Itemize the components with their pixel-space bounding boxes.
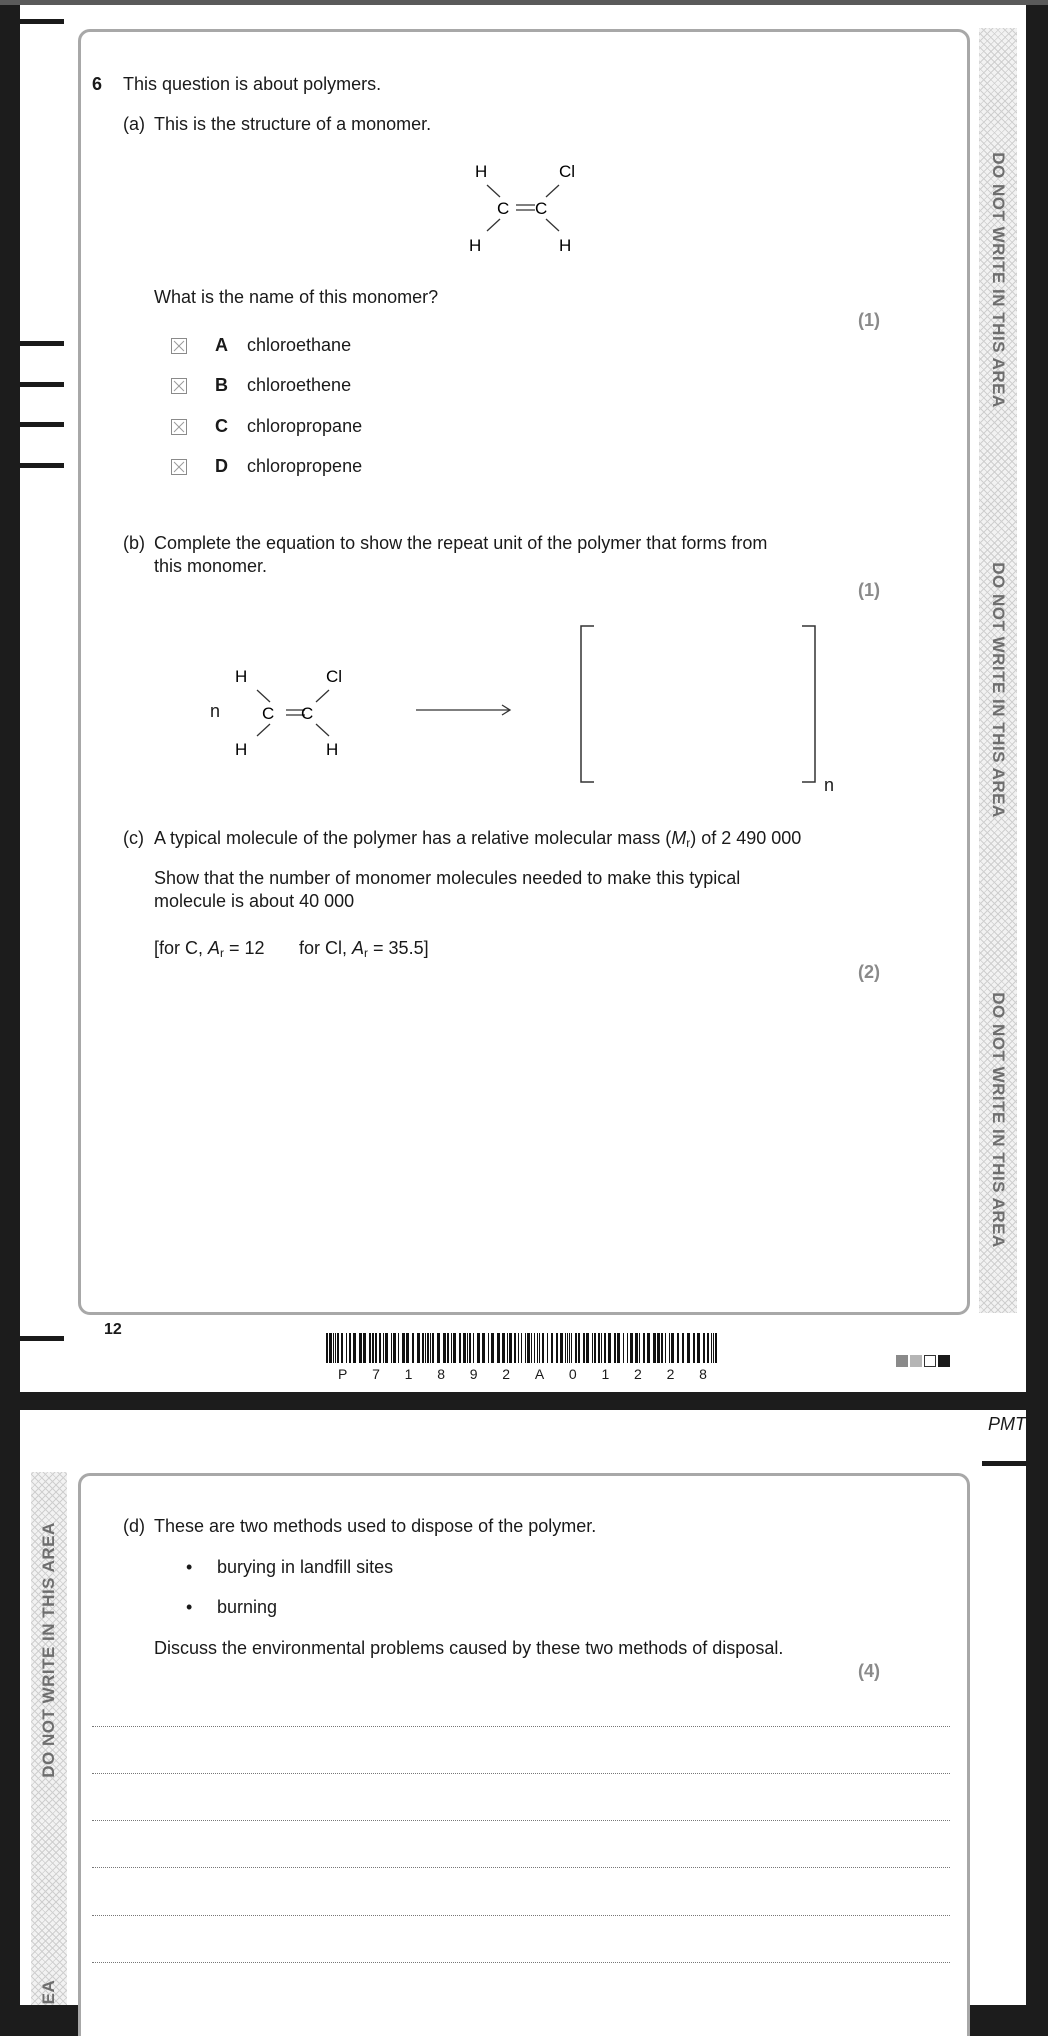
- part-a-prompt: What is the name of this monomer?: [154, 287, 439, 307]
- bullet-text: burying in landfill sites: [217, 1557, 394, 1577]
- question-number: 6: [92, 74, 103, 94]
- barcode-bar: [432, 1333, 434, 1363]
- option-checkbox[interactable]: [171, 338, 187, 354]
- barcode-bar: [406, 1333, 409, 1363]
- registration-square: [938, 1355, 950, 1367]
- part-a-marks: (1): [858, 310, 880, 330]
- cross-box-icon: [172, 339, 186, 353]
- part-c-data-carbon: [154, 937, 265, 965]
- barcode-digit: 8: [437, 1366, 445, 1382]
- barcode-bar: [653, 1333, 656, 1363]
- barcode-bar: [518, 1333, 519, 1363]
- atom-h-label: H: [326, 740, 339, 759]
- atom-cl-label: Cl: [559, 162, 576, 181]
- barcode-bar: [560, 1333, 563, 1363]
- barcode-bar: [509, 1333, 512, 1363]
- barcode-digit: 1: [601, 1366, 610, 1382]
- mr-symbol: M: [671, 828, 687, 848]
- option-checkbox[interactable]: [171, 419, 187, 435]
- barcode-bar: [671, 1333, 674, 1363]
- barcode-digit: 8: [699, 1366, 707, 1382]
- option-letter: A: [215, 335, 228, 355]
- part-c-line1: [154, 827, 801, 855]
- barcode-bar: [326, 1333, 328, 1363]
- margin-tick: [20, 422, 64, 427]
- ar-subscript: r: [220, 946, 225, 960]
- part-d-prompt: Discuss the environmental problems caused by these two methods of disposal.: [154, 1638, 784, 1658]
- part-b-line1: Complete the equation to show the repeat unit of the polymer that forms from: [154, 533, 768, 553]
- barcode-bar: [715, 1333, 717, 1363]
- part-c-line2: Show that the number of monomer molecules needed to make this typical: [154, 868, 741, 888]
- part-d-intro: These are two methods used to dispose of the polymer.: [154, 1516, 597, 1536]
- barcode-bar: [473, 1333, 474, 1363]
- barcode-bar: [337, 1333, 339, 1363]
- part-d-marks: (4): [858, 1661, 880, 1681]
- barcode-bar: [482, 1333, 485, 1363]
- barcode-bar: [379, 1333, 381, 1363]
- barcode-bar: [657, 1333, 660, 1363]
- barcode-bar: [451, 1333, 452, 1363]
- barcode-bar: [488, 1333, 489, 1363]
- barcode-bar: [329, 1333, 332, 1363]
- barcode-bar: [639, 1333, 640, 1363]
- barcode-bar: [453, 1333, 456, 1363]
- barcode-bar: [514, 1333, 516, 1363]
- barcode-bar: [372, 1333, 374, 1363]
- barcode-bar: [647, 1333, 650, 1363]
- barcode-bar: [443, 1333, 446, 1363]
- barcode-bar: [617, 1333, 620, 1363]
- bullet-dot: •: [186, 1557, 193, 1577]
- barcode-bar: [383, 1333, 384, 1363]
- barcode-bar: [565, 1333, 566, 1363]
- option-letter: C: [215, 416, 228, 436]
- atom-h-label: H: [235, 740, 248, 759]
- barcode-bar: [527, 1333, 530, 1363]
- do-not-write-label-cut: EA: [39, 1979, 58, 2005]
- cross-box-icon: [172, 460, 186, 474]
- part-b-marks: (1): [858, 580, 880, 600]
- barcode-bar: [385, 1333, 388, 1363]
- barcode-bar: [578, 1333, 580, 1363]
- barcode-bar: [583, 1333, 585, 1363]
- barcode-bar: [477, 1333, 480, 1363]
- registration-square: [924, 1355, 936, 1367]
- option-checkbox[interactable]: [171, 378, 187, 394]
- barcode-bar: [608, 1333, 611, 1363]
- option-letter: D: [215, 456, 228, 476]
- barcode-bar: [547, 1333, 548, 1363]
- page-header-pmt: PMT: [988, 1414, 1026, 1434]
- data-cl-value: = 35.5]: [368, 938, 429, 958]
- barcode-bar: [459, 1333, 461, 1363]
- part-a-intro: This is the structure of a monomer.: [154, 114, 432, 134]
- barcode-bar: [341, 1333, 343, 1363]
- barcode-bar: [627, 1333, 628, 1363]
- barcode-bar: [601, 1333, 602, 1363]
- barcode-bar: [598, 1333, 600, 1363]
- barcode-digit: A: [534, 1366, 545, 1382]
- barcode-bar: [604, 1333, 606, 1363]
- barcode-digit: 2: [666, 1366, 675, 1382]
- barcode-bar: [669, 1333, 670, 1363]
- part-c-line1-end: ) of 2 490 000: [690, 828, 802, 848]
- barcode-bar: [375, 1333, 377, 1363]
- barcode-bar: [707, 1333, 709, 1363]
- barcode-bar: [497, 1333, 500, 1363]
- barcode-bar: [569, 1333, 570, 1363]
- cross-box-icon: [172, 420, 186, 434]
- data-c-start: [for C,: [154, 938, 209, 958]
- barcode-bar: [614, 1333, 616, 1363]
- barcode-bar: [697, 1333, 700, 1363]
- barcode-bar: [586, 1333, 589, 1363]
- barcode-digit: 2: [502, 1366, 511, 1382]
- margin-tick: [20, 382, 64, 387]
- barcode-bar: [635, 1333, 638, 1363]
- barcode-bar: [335, 1333, 336, 1363]
- bullet-text: burning: [217, 1597, 278, 1617]
- barcode-bar: [502, 1333, 505, 1363]
- barcode-digit: 2: [634, 1366, 642, 1382]
- do-not-write-label: DO NOT WRITE IN THIS AREA: [989, 562, 1008, 818]
- part-b-label: (b): [123, 533, 145, 553]
- mr-subscript: r: [686, 836, 691, 850]
- barcode-bar: [567, 1333, 568, 1363]
- barcode-bar: [661, 1333, 663, 1363]
- barcode-digit: 9: [469, 1366, 478, 1382]
- answer-line[interactable]: [92, 1962, 950, 1963]
- barcode-bar: [491, 1333, 494, 1363]
- barcode-bar: [592, 1333, 593, 1363]
- barcode-bar: [542, 1333, 544, 1363]
- barcode-bar: [463, 1333, 466, 1363]
- question-stem: This question is about polymers.: [123, 74, 382, 94]
- registration-square: [910, 1355, 922, 1367]
- option-text: chloroethane: [247, 335, 352, 355]
- barcode-bar: [346, 1333, 347, 1363]
- side-strip-right: [979, 28, 1017, 1313]
- barcode-bar: [571, 1333, 572, 1363]
- option-text: chloropropene: [247, 456, 363, 476]
- bullet-dot: •: [186, 1597, 193, 1617]
- atom-c-label: C: [535, 199, 548, 218]
- barcode-bar: [537, 1333, 538, 1363]
- registration-square: [896, 1355, 908, 1367]
- answer-line[interactable]: [92, 1726, 950, 1727]
- barcode-bar: [353, 1333, 356, 1363]
- barcode-bar: [594, 1333, 596, 1363]
- atom-c-label: C: [301, 704, 314, 723]
- monomer-structure: [455, 155, 595, 260]
- barcode-bar: [333, 1333, 334, 1363]
- cross-box-icon: [172, 379, 186, 393]
- barcode-bar: [531, 1333, 532, 1363]
- barcode-bar: [425, 1333, 426, 1363]
- answer-line[interactable]: [92, 1867, 950, 1868]
- barcode-digit: 1: [404, 1366, 413, 1382]
- part-c-line1-start: A typical molecule of the polymer has a relative molecular mass (: [154, 828, 672, 848]
- option-text: chloroethene: [247, 375, 352, 395]
- margin-tick: [20, 463, 64, 468]
- barcode-bar: [630, 1333, 633, 1363]
- ar-symbol: A: [208, 938, 221, 958]
- reactant-structure: [225, 660, 365, 765]
- answer-box: [78, 1473, 970, 2036]
- part-b-line2: this monomer.: [154, 556, 268, 576]
- margin-tick: [20, 1336, 64, 1341]
- barcode-bar: [393, 1333, 396, 1363]
- barcode-bar: [643, 1333, 645, 1363]
- barcode-bar: [687, 1333, 690, 1363]
- barcode-bar: [677, 1333, 679, 1363]
- margin-tick: [20, 341, 64, 346]
- data-c-value: = 12: [224, 938, 265, 958]
- part-c-label: (c): [123, 828, 144, 848]
- barcode-bar: [521, 1333, 522, 1363]
- barcode-digit: 7: [372, 1366, 380, 1382]
- do-not-write-label: DO NOT WRITE IN THIS AREA: [989, 992, 1008, 1248]
- barcode-bar: [539, 1333, 540, 1363]
- atom-h-label: H: [235, 667, 248, 686]
- atom-c-label: C: [497, 199, 510, 218]
- barcode-digits: [326, 1366, 719, 1382]
- barcode-bar: [402, 1333, 405, 1363]
- barcode-bar: [623, 1333, 624, 1363]
- answer-line[interactable]: [92, 1820, 950, 1821]
- barcode-bar: [359, 1333, 362, 1363]
- reaction-arrow-icon: [414, 702, 514, 718]
- barcode-bar: [363, 1333, 366, 1363]
- barcode-bar: [430, 1333, 431, 1363]
- option-text: chloropropane: [247, 416, 363, 436]
- barcode-bar: [703, 1333, 705, 1363]
- monomer-coefficient: n: [210, 701, 221, 721]
- ar-symbol: A: [352, 938, 365, 958]
- barcode-bar: [713, 1333, 714, 1363]
- barcode-bar: [682, 1333, 684, 1363]
- barcode-digit: 0: [568, 1366, 577, 1382]
- barcode-bar: [391, 1333, 392, 1363]
- atom-h-label: H: [559, 236, 572, 255]
- barcode-bar: [447, 1333, 449, 1363]
- barcode-bar: [507, 1333, 508, 1363]
- barcode-bar: [575, 1333, 577, 1363]
- repeat-unit-brackets: [578, 622, 818, 792]
- barcode-bar: [398, 1333, 399, 1363]
- polymer-subscript-n: n: [824, 775, 835, 795]
- part-c-line3: molecule is about 40 000: [154, 891, 355, 911]
- barcode-bar: [417, 1333, 420, 1363]
- atom-h-label: H: [475, 162, 488, 181]
- atom-h-label: H: [469, 236, 482, 255]
- barcode-bar: [711, 1333, 712, 1363]
- barcode-bar: [427, 1333, 429, 1363]
- barcode-digit: P: [338, 1366, 348, 1382]
- part-d-label: (d): [123, 1516, 145, 1536]
- data-cl-start: for Cl,: [299, 938, 353, 958]
- barcode-bar: [437, 1333, 440, 1363]
- part-c-data-chlorine: [299, 937, 429, 965]
- side-strip-left: [31, 1472, 67, 2005]
- barcode-bar: [665, 1333, 666, 1363]
- part-a-label: (a): [123, 114, 145, 134]
- barcode-bar: [467, 1333, 468, 1363]
- option-letter: B: [215, 375, 228, 395]
- barcode-bar: [469, 1333, 471, 1363]
- answer-line[interactable]: [92, 1773, 950, 1774]
- answer-line[interactable]: [92, 1915, 950, 1916]
- margin-tick: [982, 1461, 1026, 1466]
- do-not-write-label: DO NOT WRITE IN THIS AREA: [989, 152, 1008, 408]
- barcode-bar: [534, 1333, 535, 1363]
- atom-c-label: C: [262, 704, 275, 723]
- margin-tick: [20, 19, 64, 24]
- barcode-bar: [551, 1333, 553, 1363]
- atom-cl-label: Cl: [326, 667, 343, 686]
- ar-subscript: r: [364, 946, 369, 960]
- barcode-bar: [525, 1333, 526, 1363]
- option-checkbox[interactable]: [171, 459, 187, 475]
- do-not-write-label: DO NOT WRITE IN THIS AREA: [39, 1522, 58, 1778]
- barcode-bar: [556, 1333, 558, 1363]
- barcode-bar: [422, 1333, 424, 1363]
- barcode: [326, 1333, 719, 1363]
- barcode-bar: [349, 1333, 351, 1363]
- barcode-bar: [693, 1333, 695, 1363]
- page-number: 12: [104, 1321, 122, 1338]
- part-c-marks: (2): [858, 962, 880, 982]
- barcode-bar: [369, 1333, 371, 1363]
- barcode-bar: [412, 1333, 414, 1363]
